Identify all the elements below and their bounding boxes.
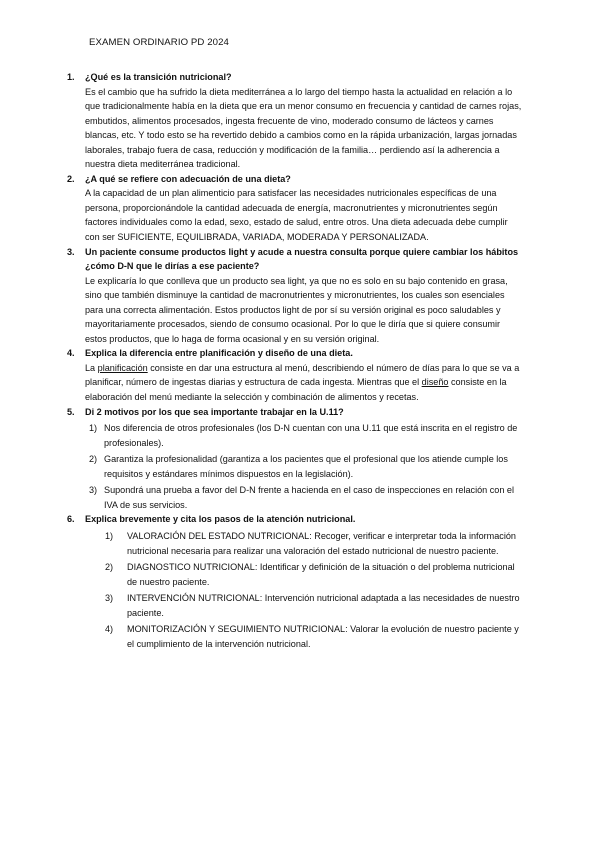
question-title: Explica brevemente y cita los pasos de la atención nutricional. — [85, 514, 356, 525]
question-6 — [67, 512, 522, 651]
question-title: ¿A qué se refiere con adecuación de una dieta? — [85, 173, 291, 184]
list-item-number: 1) — [105, 530, 114, 541]
list-item-text: DIAGNOSTICO NUTRICIONAL: Identificar y definición de la situación o del problema nutricional de nuestro paciente. — [127, 562, 515, 587]
list-item — [105, 591, 522, 620]
question-5 — [67, 405, 522, 513]
question-number: 5. — [67, 406, 75, 417]
list-item — [89, 483, 522, 512]
list-item-text: VALORACIÓN DEL ESTADO NUTRICIONAL: Recoger, verificar e interpretar toda la información nutricional necesaria para realizar una valoración del estado nutricional de nuestro paciente. — [127, 530, 516, 556]
page-header: EXAMEN ORDINARIO PD 2024 — [89, 37, 229, 48]
question-number: 4. — [67, 348, 75, 359]
question-title: Explica la diferencia entre planificación y diseño de una dieta. — [85, 348, 353, 359]
term-planificacion: planificación — [97, 362, 148, 373]
exam-content — [67, 70, 522, 651]
question-number: 6. — [67, 514, 75, 525]
question-4 — [67, 346, 522, 404]
question-title: Un paciente consume productos light y acude a nuestra consulta porque quiere cambiar los hábitos ¿cómo D-N que le dirías a ese paciente? — [85, 246, 519, 272]
question-3 — [67, 245, 522, 347]
question-answer: Le explicaría lo que conlleva que un producto sea light, ya que no es solo en su bajo contenido en grasa, sino que también disminuye la cantidad de macronutrientes y micronutrientes, los cuales son esenciales para una correcta alimentación. Estos productos light de por sí su versión original es poco saludables y mayoritariamente procesados, siendo de consumo ocasional. Por lo que le diría que si quiere consumir estos productos, que lo haga de forma ocasional y en su versión original. — [85, 275, 508, 344]
question-2 — [67, 172, 522, 245]
list-item-number: 2) — [105, 562, 114, 573]
question-1 — [67, 70, 522, 172]
list-item — [105, 529, 522, 558]
list-item-number: 3) — [105, 593, 114, 604]
list-item-number: 3) — [89, 485, 98, 496]
list-item-number: 4) — [105, 624, 114, 635]
list-item-number: 2) — [89, 454, 98, 465]
question-title: ¿Qué es la transición nutricional? — [85, 72, 232, 82]
list-item-text: MONITORIZACIÓN Y SEGUIMIENTO NUTRICIONAL: Valorar la evolución de nuestro paciente y el cumplimiento de la intervención nutricional. — [127, 624, 519, 649]
list-item-text: Garantiza la profesionalidad (garantiza a los pacientes que el profesional que los atiende cumple los requisitos y estándares mínimos dispuestos en la legislación). — [104, 454, 508, 479]
term-diseno: diseño — [421, 377, 449, 388]
list-item-text: INTERVENCIÓN NUTRICIONAL: Intervención nutricional adaptada a las necesidades de nuestro paciente. — [127, 593, 520, 618]
list-item-number: 1) — [89, 423, 98, 434]
question-number: 2. — [67, 173, 75, 184]
list-item — [105, 622, 522, 651]
list-item-text: Nos diferencia de otros profesionales (los D-N cuentan con una U.11 que está inscrita en el registro de profesionales). — [104, 423, 518, 448]
question-number: 1. — [67, 72, 75, 82]
question-title: Di 2 motivos por los que sea importante trabajar en la U.11? — [85, 406, 344, 417]
question-number: 3. — [67, 246, 75, 257]
question-answer: La planificación consiste en dar una estructura al menú, describiendo el número de días para lo que se va a planificar, número de ingestas diarias y estructura de cada ingesta. Mientras que el diseño consiste en la elaboración del menú mediante la selección y combinación de alimentos y recetas. — [85, 362, 520, 403]
question-answer: A la capacidad de un plan alimenticio para satisfacer las necesidades nutricionales específicas de una persona, proporcionándole la cantidad adecuada de energía, macronutrientes y micronutrientes según factores individuales como la edad, sexo, estado de salud, entre otros. Una dieta adecuada debe cumplir con ser SUFICIENTE, EQUILIBRADA, VARIADA, MODERADA Y PERSONALIZADA. — [85, 188, 508, 243]
list-item — [89, 421, 522, 450]
question-answer: Es el cambio que ha sufrido la dieta mediterránea a lo largo del tiempo hasta la actualidad en relación a lo que tradicionalmente había en la dieta que era un menor consumo en frecuencia y cantidad de carnes rojas, embutidos, alimentos procesados, ingesta frecuente de vino, moderado consumo de lácteos y carnes blancas, etc. Y todo esto se ha revertido debido a cambios como en la rápida urbanización, largas jornadas laborales, trabajo fuera de casa, reducción y modificación de la familia… perdiendo así la adherencia a nuestra dieta mediterránea tradicional. — [85, 86, 522, 170]
list-item — [105, 560, 522, 589]
list-item-text: Supondrá una prueba a favor del D-N frente a hacienda en el caso de inspecciones en relación con el IVA de sus servicios. — [104, 485, 514, 510]
list-item — [89, 452, 522, 481]
